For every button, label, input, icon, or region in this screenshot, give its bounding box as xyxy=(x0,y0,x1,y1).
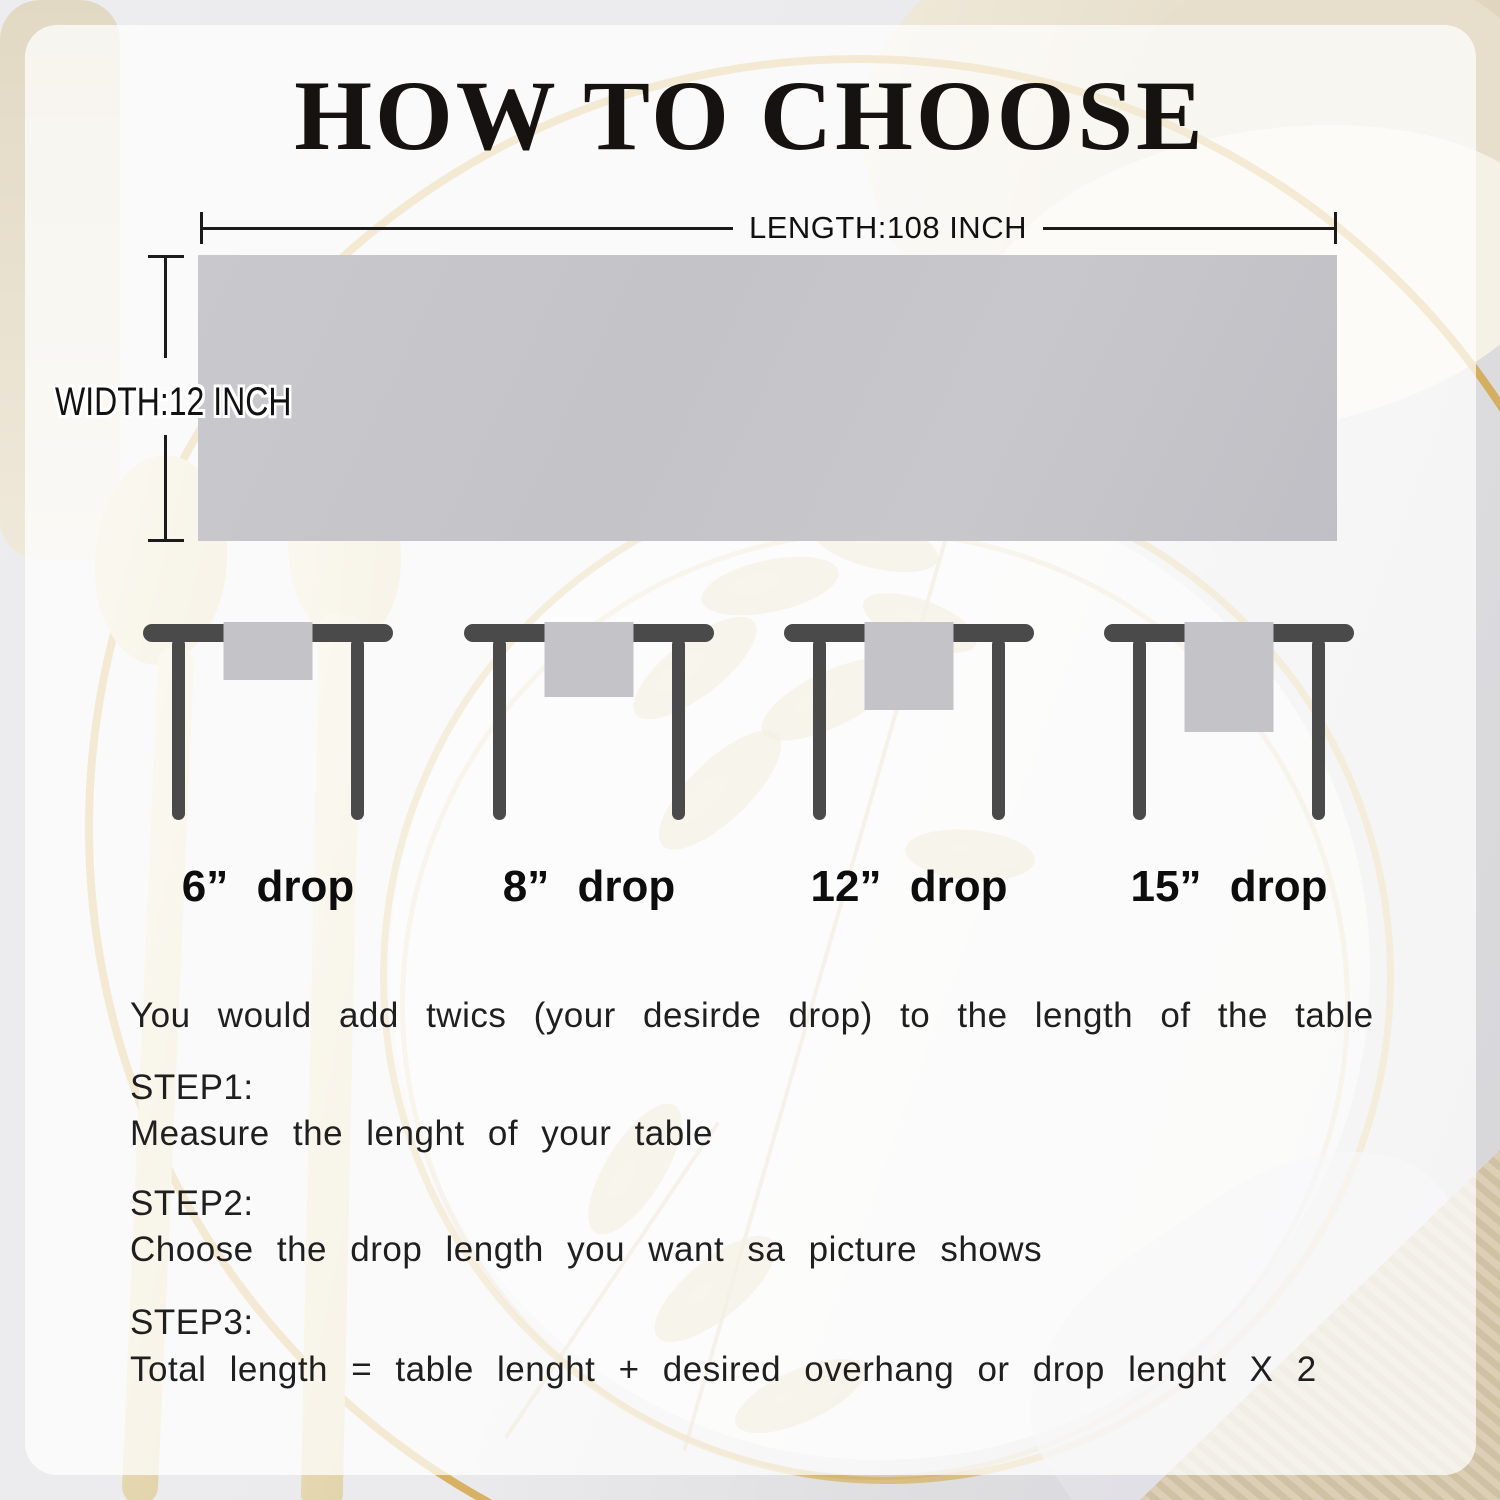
step-heading: STEP1: xyxy=(130,1068,254,1107)
drop-label: 8” drop xyxy=(502,862,676,911)
length-label: LENGTH:108 INCH xyxy=(749,210,1027,245)
step-text: Measure the lenght of your table xyxy=(130,1114,713,1153)
drop-label: 12” drop xyxy=(810,862,1008,911)
step-text: Choose the drop length you want sa picture shows xyxy=(130,1230,1043,1269)
dimension-line xyxy=(203,227,733,230)
width-label: WIDTH:12 INCH xyxy=(55,380,292,424)
table-figure-15-drop xyxy=(1104,622,1354,912)
page-title: HOW TO CHOOSE xyxy=(294,60,1206,171)
runner-swatch xyxy=(198,255,1337,541)
dimension-tick xyxy=(1334,212,1337,244)
dimension-line xyxy=(164,435,167,540)
step-heading: STEP2: xyxy=(130,1184,254,1223)
runner-drop xyxy=(1185,622,1274,732)
step-heading: STEP3: xyxy=(130,1303,254,1342)
step-text: Total length = table lenght + desired overhang or drop lenght X 2 xyxy=(130,1350,1317,1389)
table-leg xyxy=(992,638,1005,820)
table-leg xyxy=(1312,638,1325,820)
dimension-tick xyxy=(148,539,184,542)
table-leg xyxy=(493,638,506,820)
table-figure-8-drop xyxy=(464,622,714,912)
dimension-line xyxy=(1043,227,1334,230)
table-leg xyxy=(172,638,185,820)
table-leg xyxy=(672,638,685,820)
table-leg xyxy=(813,638,826,820)
runner-drop xyxy=(224,622,313,680)
table-figure-12-drop xyxy=(784,622,1034,912)
length-dimension xyxy=(200,212,1337,244)
dimension-line xyxy=(164,257,167,358)
intro-text: You would add twics (your desirde drop) to the length of the table xyxy=(130,996,1374,1035)
runner-drop xyxy=(865,622,954,710)
drop-label: 15” drop xyxy=(1130,862,1328,911)
runner-drop xyxy=(545,622,634,697)
drop-label: 6” drop xyxy=(181,862,355,911)
table-leg xyxy=(351,638,364,820)
table-figure-6-drop xyxy=(143,622,393,912)
table-leg xyxy=(1133,638,1146,820)
